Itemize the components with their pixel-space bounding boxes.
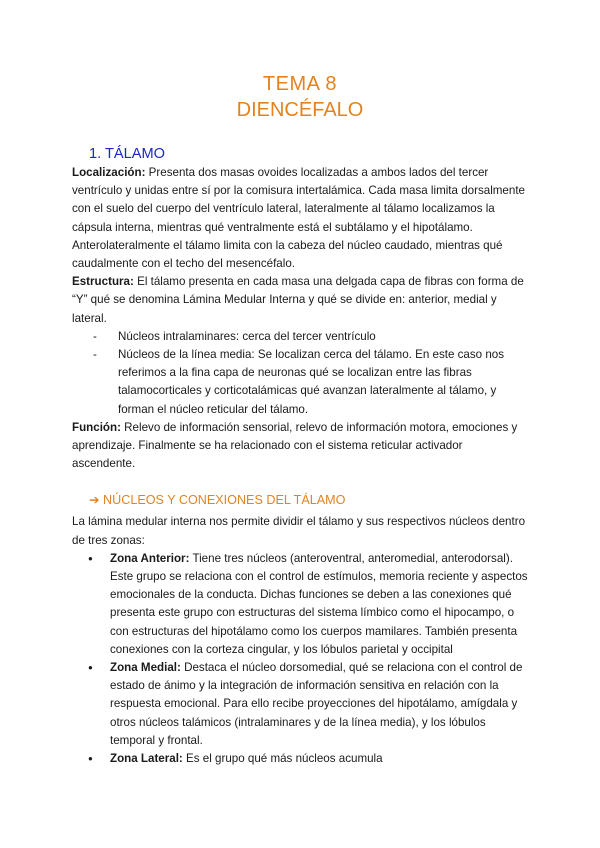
page-title: TEMA 8: [262, 73, 338, 95]
subsection-heading-nucleos: ➔ NÚCLEOS Y CONEXIONES DEL TÁLAMO: [89, 493, 346, 508]
paragraph-estructura: [72, 273, 528, 328]
zone-text: Tiene tres núcleos (anteroventral, anteromedial, anterodorsal). Este grupo se relaciona con el control de estímulos, memoria reciente y aspectos emocionales de la conducta. Dichas funciones se deben a las conexiones qué presenta este grupo con estructuras del sistema límbico como el hipocampo, o con estructuras del hipotálamo como los cuerpos mamilares. También presenta conexiones con la corteza cingular, y los lóbulos parietal y occipital: [110, 551, 528, 656]
localizacion-label: Localización:: [72, 166, 146, 179]
bullet-list: [72, 550, 528, 768]
zone-text: Destaca el núcleo dorsomedial, qué se relaciona con el control de estado de ánimo y la integración de información sensitiva en relación con la respuesta emocional. Para ello recibe proyecciones del hipotálamo, amígdala y otros núcleos talámicos (intralaminares y de la línea media), y los lóbulos temporal y frontal.: [110, 661, 523, 747]
paragraph-intro: La lámina medular interna nos permite dividir el tálamo y sus respectivos núcleos dentro de tres zonas:: [72, 515, 526, 547]
page-subtitle: DIENCÉFALO: [236, 99, 364, 121]
estructura-text: El tálamo presenta en cada masa una delgada capa de fibras con forma de “Y” qué se denomina Lámina Medular Interna y qué se divide en: anterior, medial y lateral.: [72, 275, 524, 325]
paragraph-localizacion: [72, 164, 528, 273]
zone-text: Es el grupo qué más núcleos acumula: [182, 752, 383, 766]
list-item: - Núcleos intralaminares: cerca del tercer ventrículo: [118, 328, 528, 346]
list-item: [110, 659, 528, 750]
section-heading-talamo: 1. TÁLAMO: [89, 146, 165, 162]
list-item: [110, 750, 528, 768]
funcion-label: Función:: [72, 420, 121, 434]
paragraph-funcion: [72, 419, 528, 474]
localizacion-text: Presenta dos masas ovoides localizadas a ambos lados del tercer ventrículo y unidas entre sí por la comisura intertalámica. Cada masa limita dorsalmente con el suelo del cuerpo del ventrículo lateral, lateralmente al tálamo localizamos la cápsula interna, mientras qué ventralmente está el subtálamo y el hipotálamo. Anterolateralmente el tálamo limita con la cabeza del núcleo caudado, mientras qué caudalmente con el techo del mesencéfalo.: [72, 166, 525, 271]
zone-label: Zona Lateral:: [110, 752, 183, 766]
dash-list: [72, 328, 528, 419]
list-item: [110, 550, 528, 659]
zone-label: Zona Medial:: [110, 661, 181, 675]
estructura-label: Estructura:: [72, 275, 134, 289]
funcion-text: Relevo de información sensorial, relevo de información motora, emociones y aprendizaje. Finalmente se ha relacionado con el sistema reticular activador ascendente.: [72, 420, 518, 471]
zone-label: Zona Anterior:: [110, 551, 190, 565]
list-item: - Núcleos de la línea media: Se localizan cerca del tálamo. En este caso nos referimos a la fina capa de neuronas qué se localizan entre las fibras talamocorticales y corticotalámicas qué avanzan lateralmente al tálamo, y forman el núcleo reticular del tálamo.: [118, 346, 528, 419]
